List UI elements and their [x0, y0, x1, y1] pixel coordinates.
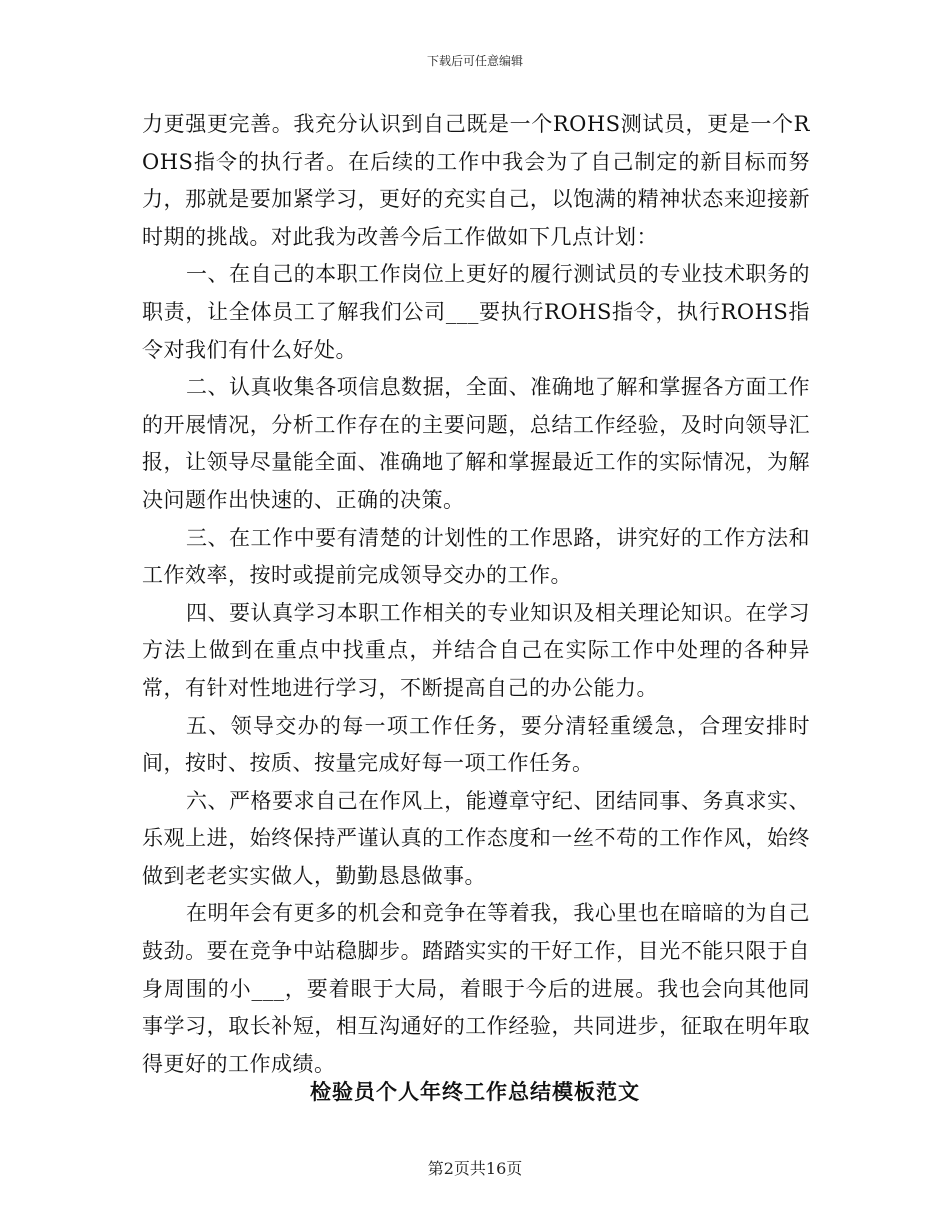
paragraph-plan-1: 一、在自己的本职工作岗位上更好的履行测试员的专业技术职务的职责，让全体员工了解我们公司___要执行ROHS指令，执行ROHS指令对我们有什么好处。 — [142, 262, 810, 362]
page-number: 第2页共16页 — [427, 1159, 523, 1178]
paragraph-continuation: 力更强更完善。我充分认识到自己既是一个ROHS测试员，更是一个ROHS指令的执行者。在后续的工作中我会为了自己制定的新目标而努力，那就是要加紧学习，更好的充实自己，以饱满的精神状态来迎接新时期的挑战。对此我为改善今后工作做如下几点计划： — [142, 112, 810, 249]
section-title: 检验员个人年终工作总结模板范文 — [310, 1079, 640, 1104]
paragraph-plan-4: 四、要认真学习本职工作相关的专业知识及相关理论知识。在学习方法上做到在重点中找重点，并结合自己在实际工作中处理的各种异常，有针对性地进行学习，不断提高自己的办公能力。 — [142, 600, 810, 700]
paragraph-plan-6: 六、严格要求自己在作风上，能遵章守纪、团结同事、务真求实、乐观上进，始终保持严谨认真的工作态度和一丝不苟的工作作风，始终做到老老实实做人，勤勤恳恳做事。 — [142, 788, 810, 888]
paragraph-plan-3: 三、在工作中要有清楚的计划性的工作思路，讲究好的工作方法和工作效率，按时或提前完成领导交办的工作。 — [142, 525, 810, 588]
document-body — [142, 106, 810, 1083]
header-note: 下载后可任意编辑 — [426, 54, 523, 68]
paragraph-plan-2: 二、认真收集各项信息数据，全面、准确地了解和掌握各方面工作的开展情况，分析工作存在的主要问题，总结工作经验，及时向领导汇报，让领导尽量能全面、准确地了解和掌握最近工作的实际情况，为解决问题作出快速的、正确的决策。 — [142, 375, 810, 512]
paragraph-closing: 在明年会有更多的机会和竞争在等着我，我心里也在暗暗的为自己鼓劲。要在竞争中站稳脚步。踏踏实实的干好工作，目光不能只限于自身周围的小___，要着眼于大局，着眼于今后的进展。我也会向其他同事学习，取长补短，相互沟通好的工作经验，共同进步，征取在明年取得更好的工作成绩。 — [142, 901, 810, 1076]
paragraph-plan-5: 五、领导交办的每一项工作任务，要分清轻重缓急，合理安排时间，按时、按质、按量完成好每一项工作任务。 — [142, 713, 810, 776]
